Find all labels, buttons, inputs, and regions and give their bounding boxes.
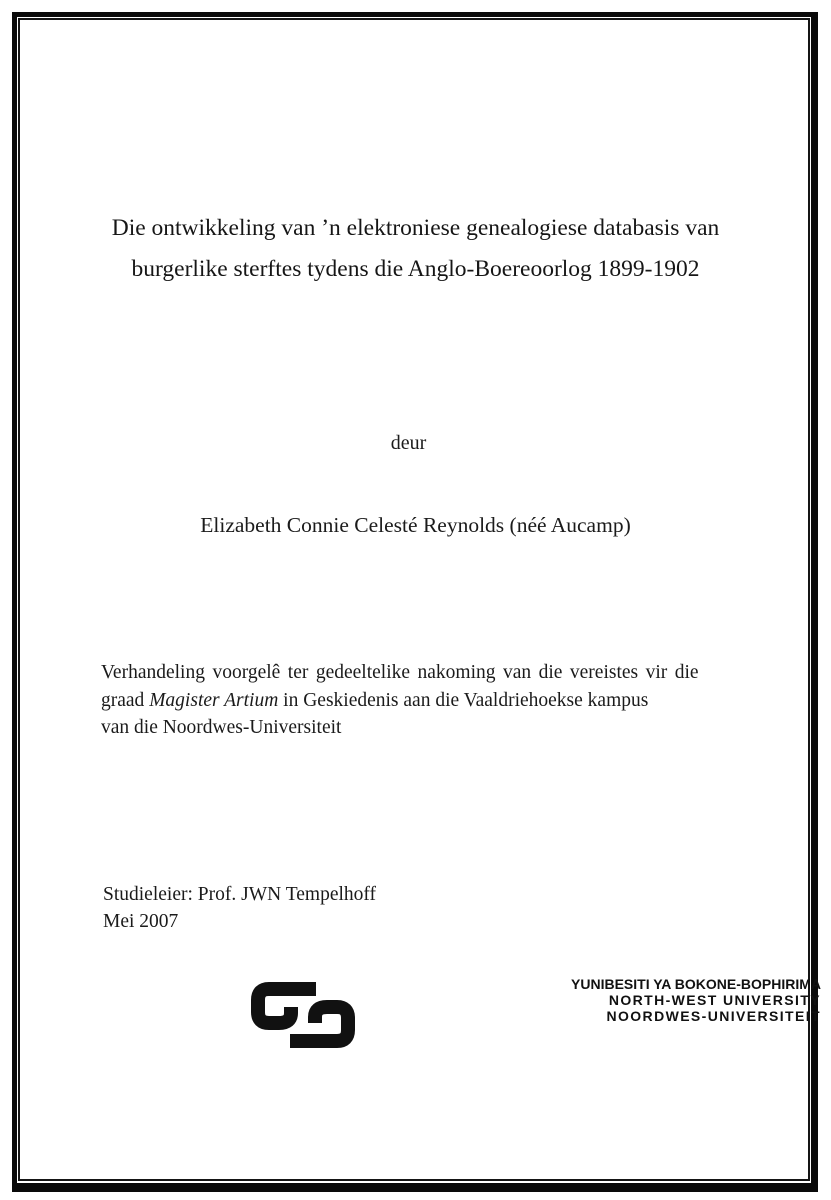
university-logo (251, 976, 821, 1056)
date-line: Mei 2007 (103, 911, 179, 932)
author-name: Elizabeth Connie Celesté Reynolds (néé Aucamp) (200, 513, 631, 537)
statement-degree-name: Magister Artium (149, 689, 279, 711)
supervisor-block (103, 881, 376, 935)
statement-line-3: van die Noordwes-Universiteit (101, 717, 342, 738)
logo-line-afrikaans: NOORDWES-UNIVERSITEIT (606, 1008, 821, 1025)
supervisor-line: Studieleier: Prof. JWN Tempelhoff (103, 884, 377, 905)
degree-statement (101, 659, 722, 742)
thesis-title-line-2: burgerlike sterftes tydens die Anglo-Boereoorlog 1899-1902 (131, 256, 700, 282)
statement-line-2 (101, 687, 722, 715)
thesis-title-line-1: Die ontwikkeling van ’n elektroniese genealogiese databasis van (111, 215, 720, 241)
statement-line-2-pre: graad (101, 689, 150, 711)
thesis-title (60, 208, 771, 290)
byline-deur: deur (390, 432, 427, 454)
logo-line-setswana: YUNIBESITI YA BOKONE-BOPHIRIMA (571, 976, 821, 992)
statement-line-2-post: in Geskiedenis aan die Vaaldriehoekse kampus (278, 689, 649, 711)
logo-line-english: NORTH-WEST UNIVERSITY (608, 992, 821, 1009)
university-logo-text (308, 976, 821, 1025)
statement-line-1: Verhandeling voorgelê ter gedeeltelike nakoming van die vereistes vir die (101, 662, 699, 683)
